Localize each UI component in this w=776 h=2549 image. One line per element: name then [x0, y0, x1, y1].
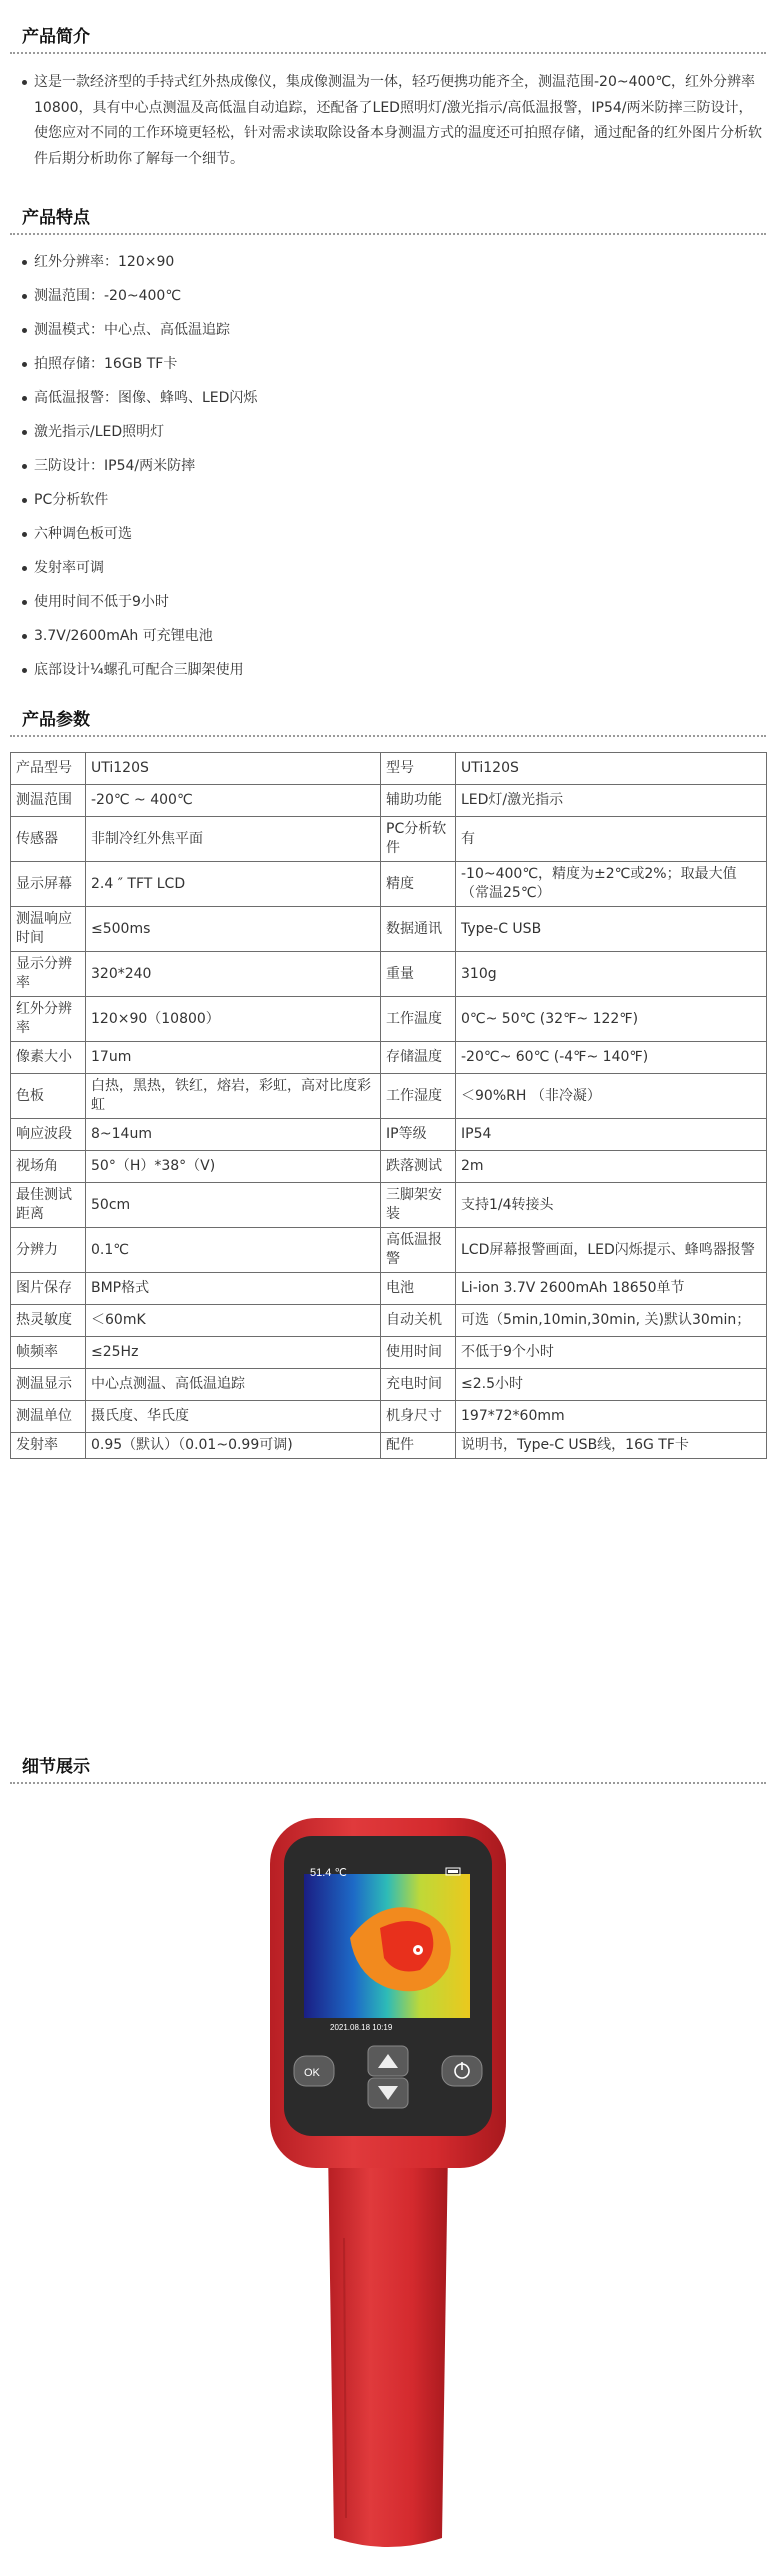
param-label: 像素大小 — [11, 1042, 86, 1074]
feature-text: 高低温报警：图像、蜂鸣、LED闪烁 — [34, 390, 258, 406]
param-label: 配件 — [381, 1433, 456, 1459]
feature-item — [22, 556, 742, 590]
param-value: -20℃~ 60℃ (-4℉~ 140℉) — [456, 1042, 767, 1074]
param-label: PC分析软件 — [381, 817, 456, 862]
param-value: BMP格式 — [86, 1273, 381, 1305]
param-value: 8~14um — [86, 1119, 381, 1151]
feature-item — [22, 590, 742, 624]
intro-title: 产品简介 — [22, 27, 90, 47]
screen-datetime: 2021.08.18 10:19 — [330, 2023, 393, 2032]
param-label: 跌落测试 — [381, 1151, 456, 1183]
feature-item — [22, 284, 742, 318]
param-label: 高低温报警 — [381, 1228, 456, 1273]
param-value: 支持1/4转接头 — [456, 1183, 767, 1228]
bullet-icon — [22, 328, 27, 333]
param-label: 测温响应时间 — [11, 907, 86, 952]
params-row — [11, 1074, 767, 1119]
param-label: 辅助功能 — [381, 785, 456, 817]
feature-text: 测温模式：中心点、高低温追踪 — [34, 322, 230, 338]
features-title: 产品特点 — [22, 208, 90, 228]
param-value: 非制冷红外焦平面 — [86, 817, 381, 862]
param-label: 自动关机 — [381, 1305, 456, 1337]
param-value: 0.1℃ — [86, 1228, 381, 1273]
feature-item — [22, 522, 742, 556]
param-label: 数据通讯 — [381, 907, 456, 952]
features-list — [22, 250, 742, 692]
param-label: 精度 — [381, 862, 456, 907]
param-value: 2.4 ″ TFT LCD — [86, 862, 381, 907]
param-value: ＜60mK — [86, 1305, 381, 1337]
feature-text: 三防设计：IP54/两米防摔 — [34, 458, 196, 474]
param-value: 不低于9个小时 — [456, 1337, 767, 1369]
params-divider — [10, 735, 766, 737]
param-value: LCD屏幕报警画面，LED闪烁提示、蜂鸣器报警 — [456, 1228, 767, 1273]
param-value: 50°（H）*38°（V) — [86, 1151, 381, 1183]
param-value: 中心点测温、高低温追踪 — [86, 1369, 381, 1401]
bullet-icon — [22, 396, 27, 401]
params-row — [11, 753, 767, 785]
param-label: 色板 — [11, 1074, 86, 1119]
param-value: 说明书，Type-C USB线，16G TF卡 — [456, 1433, 767, 1459]
param-value: 0.95（默认）（0.01~0.99可调) — [86, 1433, 381, 1459]
feature-item — [22, 250, 742, 284]
details-divider — [10, 1782, 766, 1784]
param-value: UTi120S — [86, 753, 381, 785]
params-title: 产品参数 — [22, 710, 90, 730]
feature-item — [22, 386, 742, 420]
power-button — [442, 2056, 482, 2086]
bullet-icon — [22, 498, 27, 503]
bullet-icon — [22, 634, 27, 639]
feature-text: 红外分辨率：120×90 — [34, 254, 175, 270]
bullet-icon — [22, 668, 27, 673]
params-row — [11, 907, 767, 952]
bullet-icon — [22, 532, 27, 537]
params-row — [11, 1273, 767, 1305]
params-row — [11, 1119, 767, 1151]
params-row — [11, 1433, 767, 1459]
param-label: IP等级 — [381, 1119, 456, 1151]
param-label: 使用时间 — [381, 1337, 456, 1369]
thermal-camera-image — [270, 1818, 506, 2548]
param-value: -20℃ ~ 400℃ — [86, 785, 381, 817]
param-label: 视场角 — [11, 1151, 86, 1183]
feature-text: 发射率可调 — [34, 560, 104, 576]
bullet-icon — [22, 80, 27, 85]
param-label: 工作湿度 — [381, 1074, 456, 1119]
param-label: 工作温度 — [381, 997, 456, 1042]
feature-item — [22, 318, 742, 352]
param-value: -10~400℃，精度为±2℃或2%；取最大值（常温25℃） — [456, 862, 767, 907]
param-label: 测温显示 — [11, 1369, 86, 1401]
bullet-icon — [22, 566, 27, 571]
param-value: ≤2.5小时 — [456, 1369, 767, 1401]
param-label: 热灵敏度 — [11, 1305, 86, 1337]
params-row — [11, 1337, 767, 1369]
param-value: ＜90%RH （非冷凝） — [456, 1074, 767, 1119]
param-value: 有 — [456, 817, 767, 862]
param-label: 帧频率 — [11, 1337, 86, 1369]
param-label: 测温单位 — [11, 1401, 86, 1433]
params-row — [11, 1401, 767, 1433]
params-row — [11, 1151, 767, 1183]
feature-item — [22, 488, 742, 522]
param-value: 310g — [456, 952, 767, 997]
bullet-icon — [22, 260, 27, 265]
details-title: 细节展示 — [22, 1757, 90, 1777]
param-label: 测温范围 — [11, 785, 86, 817]
screen-temp-readout: 51.4 ℃ — [310, 1867, 347, 1879]
feature-item — [22, 352, 742, 386]
param-label: 存储温度 — [381, 1042, 456, 1074]
param-value: 17um — [86, 1042, 381, 1074]
param-label: 充电时间 — [381, 1369, 456, 1401]
param-label: 三脚架安装 — [381, 1183, 456, 1228]
feature-text: 拍照存储：16GB TF卡 — [34, 356, 178, 372]
params-row — [11, 1305, 767, 1337]
param-label: 传感器 — [11, 817, 86, 862]
param-label: 发射率 — [11, 1433, 86, 1459]
feature-item — [22, 454, 742, 488]
param-value: UTi120S — [456, 753, 767, 785]
ok-button-label: OK — [304, 2067, 320, 2079]
param-value: ≤25Hz — [86, 1337, 381, 1369]
param-label: 电池 — [381, 1273, 456, 1305]
feature-text: 六种调色板可选 — [34, 526, 132, 542]
feature-text: 底部设计¼螺孔可配合三脚架使用 — [34, 662, 244, 678]
bullet-icon — [22, 430, 27, 435]
param-value: 白热，黑热，铁红，熔岩，彩虹，高对比度彩虹 — [86, 1074, 381, 1119]
param-value: Type-C USB — [456, 907, 767, 952]
param-value: 摄氏度、华氏度 — [86, 1401, 381, 1433]
params-row — [11, 1369, 767, 1401]
params-row — [11, 997, 767, 1042]
bullet-icon — [22, 464, 27, 469]
param-label: 产品型号 — [11, 753, 86, 785]
param-value: 0℃~ 50℃ (32℉~ 122℉) — [456, 997, 767, 1042]
params-row — [11, 817, 767, 862]
param-value: 可选（5min,10min,30min, 关)默认30min； — [456, 1305, 767, 1337]
param-label: 响应波段 — [11, 1119, 86, 1151]
params-table — [10, 752, 767, 1459]
params-row — [11, 785, 767, 817]
params-row — [11, 862, 767, 907]
param-value: ≤500ms — [86, 907, 381, 952]
feature-item — [22, 420, 742, 454]
params-row — [11, 1228, 767, 1273]
feature-text: 激光指示/LED照明灯 — [34, 424, 165, 440]
param-value: Li-ion 3.7V 2600mAh 18650单节 — [456, 1273, 767, 1305]
param-label: 重量 — [381, 952, 456, 997]
param-label: 红外分辨率 — [11, 997, 86, 1042]
param-value: LED灯/激光指示 — [456, 785, 767, 817]
param-value: 2m — [456, 1151, 767, 1183]
param-value: IP54 — [456, 1119, 767, 1151]
param-label: 最佳测试距离 — [11, 1183, 86, 1228]
param-value: 197*72*60mm — [456, 1401, 767, 1433]
bullet-icon — [22, 294, 27, 299]
params-row — [11, 1183, 767, 1228]
feature-item — [22, 658, 742, 692]
feature-text: 3.7V/2600mAh 可充锂电池 — [34, 628, 213, 644]
param-label: 型号 — [381, 753, 456, 785]
feature-text: 使用时间不低于9小时 — [34, 594, 169, 610]
intro-divider — [10, 52, 766, 54]
bullet-icon — [22, 600, 27, 605]
feature-text: 测温范围：-20~400℃ — [34, 288, 182, 304]
param-label: 图片保存 — [11, 1273, 86, 1305]
param-value: 50cm — [86, 1183, 381, 1228]
params-row — [11, 1042, 767, 1074]
intro-paragraph — [22, 70, 762, 172]
param-value: 120×90（10800） — [86, 997, 381, 1042]
params-row — [11, 952, 767, 997]
param-label: 分辨力 — [11, 1228, 86, 1273]
param-label: 机身尺寸 — [381, 1401, 456, 1433]
param-value: 320*240 — [86, 952, 381, 997]
bullet-icon — [22, 362, 27, 367]
feature-text: PC分析软件 — [34, 492, 109, 508]
intro-text: 这是一款经济型的手持式红外热成像仪，集成像测温为一体，轻巧便携功能齐全，测温范围-20~400℃，红外分辨率10800，具有中心点测温及高低温自动追踪，还配备了LED照明灯/激光指示/高低温报警，IP54/两米防摔三防设计，使您应对不同的工作环境更轻松，针对需求读取除设备本身测温方式的温度还可拍照存储，通过配备的红外图片分析软件后期分析助你了解每一个细节。 — [34, 74, 762, 167]
param-label: 显示分辨率 — [11, 952, 86, 997]
param-label: 显示屏幕 — [11, 862, 86, 907]
features-divider — [10, 233, 766, 235]
feature-item — [22, 624, 742, 658]
